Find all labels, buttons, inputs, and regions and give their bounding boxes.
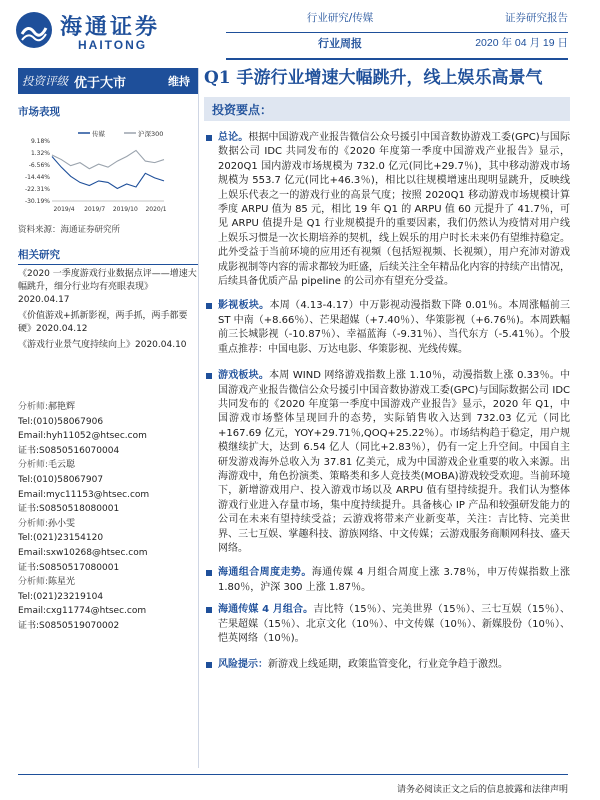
header-date: 2020 年 04 月 19 日 <box>475 37 568 49</box>
analyst-line <box>18 590 198 605</box>
paragraph-list <box>204 131 570 673</box>
logo-text-en: HAITONG <box>78 38 148 52</box>
analyst-value: 陈星光 <box>48 577 76 588</box>
related-item[interactable]: 《价值游戏+抓新影视，两手抓，两手都要硬》2020.04.12 <box>18 311 188 334</box>
square-bullet-icon <box>206 303 212 309</box>
x-tick-label: 2019/7 <box>84 206 106 213</box>
paragraph-heading: 影视板块。 <box>218 300 270 312</box>
analyst-line <box>18 619 198 634</box>
square-bullet-icon <box>206 607 212 613</box>
analyst-line <box>18 531 198 546</box>
analyst-line <box>18 546 198 561</box>
main-content <box>204 64 570 673</box>
footer-disclaimer: 请务必阅读正文之后的信息披露和法律声明 <box>396 785 568 795</box>
column-divider <box>198 68 199 768</box>
paragraph-text: 海通传媒 4 月组合周度上涨 3.78％，申万传媒指数上涨 1.80％，沪深 300 上涨 1.87％。 <box>218 567 571 593</box>
related-title: 相关研究 <box>18 247 198 265</box>
market-chart <box>18 127 168 215</box>
analyst-line <box>18 517 198 532</box>
analyst-value: Email:cxg11774@htsec.com <box>18 606 147 617</box>
square-bullet-icon <box>206 373 212 379</box>
analyst-value: Email:sxw10268@htsec.com <box>18 547 148 558</box>
analyst-value: Tel:(021)23219104 <box>18 591 104 602</box>
y-tick-label: 9.18% <box>30 138 50 145</box>
analyst-line <box>18 415 198 430</box>
analyst-value: 孙小雯 <box>48 518 76 529</box>
key-point-paragraph <box>204 369 570 556</box>
haitong-logo <box>14 10 184 54</box>
key-point-paragraph <box>204 566 570 595</box>
paragraph-heading: 总论。 <box>218 132 249 143</box>
analyst-value: 证书:S0850517080001 <box>18 562 120 573</box>
legend-label: 沪深300 <box>138 130 164 138</box>
paragraph-text: 本周 WIND 网络游戏指数上涨 1.10％，动漫指数上涨 0.33％。中国游戏产业报告微信公众号援引中国音数协游戏工委(GPC)与国际数据公司 IDC 共同发布的《2020 年度第一季度中国游戏产业报告》显示，2020 年 Q1，中国游戏市场整体呈现回升的态势，实际销售收入达到 732.03 亿元（同比+167.69 亿元，YOY+29.71％,QOQ+25.22％）。市场结构趋于稳定，用户规模继续扩大，达到 6.54 亿人（同比+2.83％），仍有一定上升空间。中国自主研发游戏海外总收入为 37.81 亿美元，成为中国游戏企业重要的收入来源。出海游戏中，角色扮演类、策略类和多人竞技类(MOBA)游戏较受欢迎。当前环境下，新增游戏用户、投入游戏市场以及 ARPU 值有望持续提升。我们认为整体游戏行业进入存量市场，集中度持续提升。具备核心 IP 产品和较强研发能力的公司在未来有望持续受益；云游戏将带来产业新变革，关注：吉比特、完美世界、三七互娱、掌趣科技、游族网络、中文传媒；云游戏服务商顺网科技、盛天网络。 <box>218 370 571 554</box>
header-meta-block <box>475 10 568 50</box>
paragraph-heading: 游戏板块。 <box>218 370 270 382</box>
analyst-line <box>18 473 198 488</box>
related-item[interactable]: 《2020 一季度游戏行业数据点评——增速大幅跳升，细分行业均有亮眼表现》2020.04.17 <box>18 269 197 305</box>
rating-bar <box>18 68 198 94</box>
series-line <box>52 150 164 168</box>
analyst-label: 分析师: <box>18 402 49 412</box>
paragraph-text: 新游戏上线延期，政策监管变化，行业竞争趋于激烈。 <box>268 659 508 671</box>
analyst-line <box>18 488 198 503</box>
header-category-block <box>290 10 390 51</box>
x-tick-label: 2019/10 <box>112 206 138 213</box>
header-report-type: 行业周报 <box>318 37 362 50</box>
legend-label: 传媒 <box>92 130 105 138</box>
square-bullet-icon <box>206 662 212 668</box>
key-point-paragraph <box>204 131 570 289</box>
analyst-label: 分析师: <box>18 577 49 588</box>
analyst-line <box>18 604 198 619</box>
footer-rule <box>18 774 568 775</box>
related-item[interactable]: 《游戏行业景气度持续向上》2020.04.10 <box>18 340 187 350</box>
analyst-line <box>18 458 198 473</box>
rating-value: 优于大市 <box>74 75 127 91</box>
paragraph-text: 根据中国游戏产业报告微信公众号援引中国音数协游戏工委(GPC)与国际数据公司 IDC 共同发布的《2020 年度第一季度中国游戏产业报告》显示，2020Q1 国内游戏市场规模为 732.0 亿元(同比+29.7％)，其中移动游戏市场规模为 553.7 亿元(同比+46.3％)，相比以往规模增速出现明显跳升，反映线上娱乐代表之一的游戏行业的高景气度；按照 2020Q1 移动游戏市场规模计算季度 ARPU 值为 85 元，相比 19 年 Q1 的 ARPU 值 60 元提升了 41.7％，可见 ARPU 值提升是 Q1 行业规模提升的重要因素，我们仍然认为疫情对用户线上娱乐习惯是一次长期培养的契机，线上娱乐的用户时长未来仍有望维持稳定。此外受益于当前环境的应用还有视频（包括短视频、长视频），用户充沛对游戏成影视制等内容的需求都较为旺盛，后续关注全年精品化内容的持续产出情况，后续具备优质产品 pipeline 的公司亦有望充分受益。 <box>218 132 570 288</box>
analyst-value: 郝艳辉 <box>48 402 76 412</box>
paragraph-heading: 海通组合周度走势。 <box>218 567 312 579</box>
analyst-value: 证书:S0850519070002 <box>18 620 120 631</box>
analyst-value: Email:myc11153@htsec.com <box>18 489 150 500</box>
analyst-line <box>18 575 198 590</box>
sidebar <box>18 68 198 352</box>
rating-change: 维持 <box>168 75 190 88</box>
analyst-value: 证书:S0850518080001 <box>18 504 120 515</box>
report-title: Q1 手游行业增速大幅跳升，线上娱乐高景气 <box>204 68 543 88</box>
y-tick-label: -14.44% <box>24 174 50 181</box>
key-point-paragraph <box>204 603 570 646</box>
key-point-paragraph <box>204 658 570 672</box>
page-header <box>0 0 600 62</box>
paragraph-text: 吉比特（15％）、完美世界（15％）、三七互娱（15％）、芒果超媒（15％）、北京文化（10％）、中文传媒（10％）、新媒股份（10％）、恺英网络（10％)。 <box>218 604 570 644</box>
y-tick-label: -22.31% <box>24 186 50 193</box>
analyst-label: 分析师: <box>18 460 49 471</box>
y-tick-label: -6.56% <box>28 162 50 169</box>
market-chart-svg <box>18 127 168 215</box>
chart-source: 资料来源：海通证券研究所 <box>18 225 121 235</box>
paragraph-heading: 风险提示： <box>218 659 268 671</box>
paragraph-text: 本周（4.13-4.17）中万影视动漫指数下降 0.01％。本周涨幅前三 ST 中南（+8.66％）、芒果超媒（+7.40％）、华策影视（+6.76％)。本周跌幅前三长城影视（-10.87％）、幸福蓝海（-9.31％）、当代东方（-5.41％）。个股重点推荐：中国电影、万达电影、华策影视、光线传媒。 <box>218 300 570 355</box>
header-doc-type: 证券研究报告 <box>505 12 568 24</box>
analyst-value: Email:hyh11052@htsec.com <box>18 431 147 442</box>
square-bullet-icon <box>206 570 212 576</box>
analyst-line <box>18 400 198 415</box>
paragraph-heading: 海通传媒 4 月组合。 <box>218 604 314 616</box>
analyst-line <box>18 502 198 517</box>
analyst-value: 证书:S0850516070004 <box>18 445 120 456</box>
square-bullet-icon <box>206 135 212 141</box>
market-title: 市场表现 <box>18 106 60 118</box>
analyst-value: Tel:(021)23154120 <box>18 533 104 544</box>
logo-text-cn: 海通证券 <box>60 14 161 40</box>
points-title: 投资要点： <box>204 97 570 121</box>
analyst-value: Tel:(010)58067906 <box>18 416 104 427</box>
analyst-list <box>18 400 198 634</box>
analyst-value: 毛云聪 <box>48 460 76 471</box>
x-tick-label: 2020/1 <box>145 206 167 213</box>
analyst-line <box>18 444 198 459</box>
analyst-label: 分析师: <box>18 518 49 529</box>
y-tick-label: 1.32% <box>30 150 50 157</box>
analyst-value: Tel:(010)58067907 <box>18 474 104 485</box>
analyst-line <box>18 561 198 576</box>
key-point-paragraph <box>204 299 570 357</box>
analyst-line <box>18 429 198 444</box>
y-tick-label: -30.19% <box>24 198 50 205</box>
x-tick-label: 2019/4 <box>53 206 75 213</box>
rating-label: 投资评级 <box>22 74 68 88</box>
haitong-logo-icon <box>14 10 54 50</box>
header-rule-bottom <box>226 58 568 60</box>
header-category: 行业研究/传媒 <box>306 12 374 24</box>
